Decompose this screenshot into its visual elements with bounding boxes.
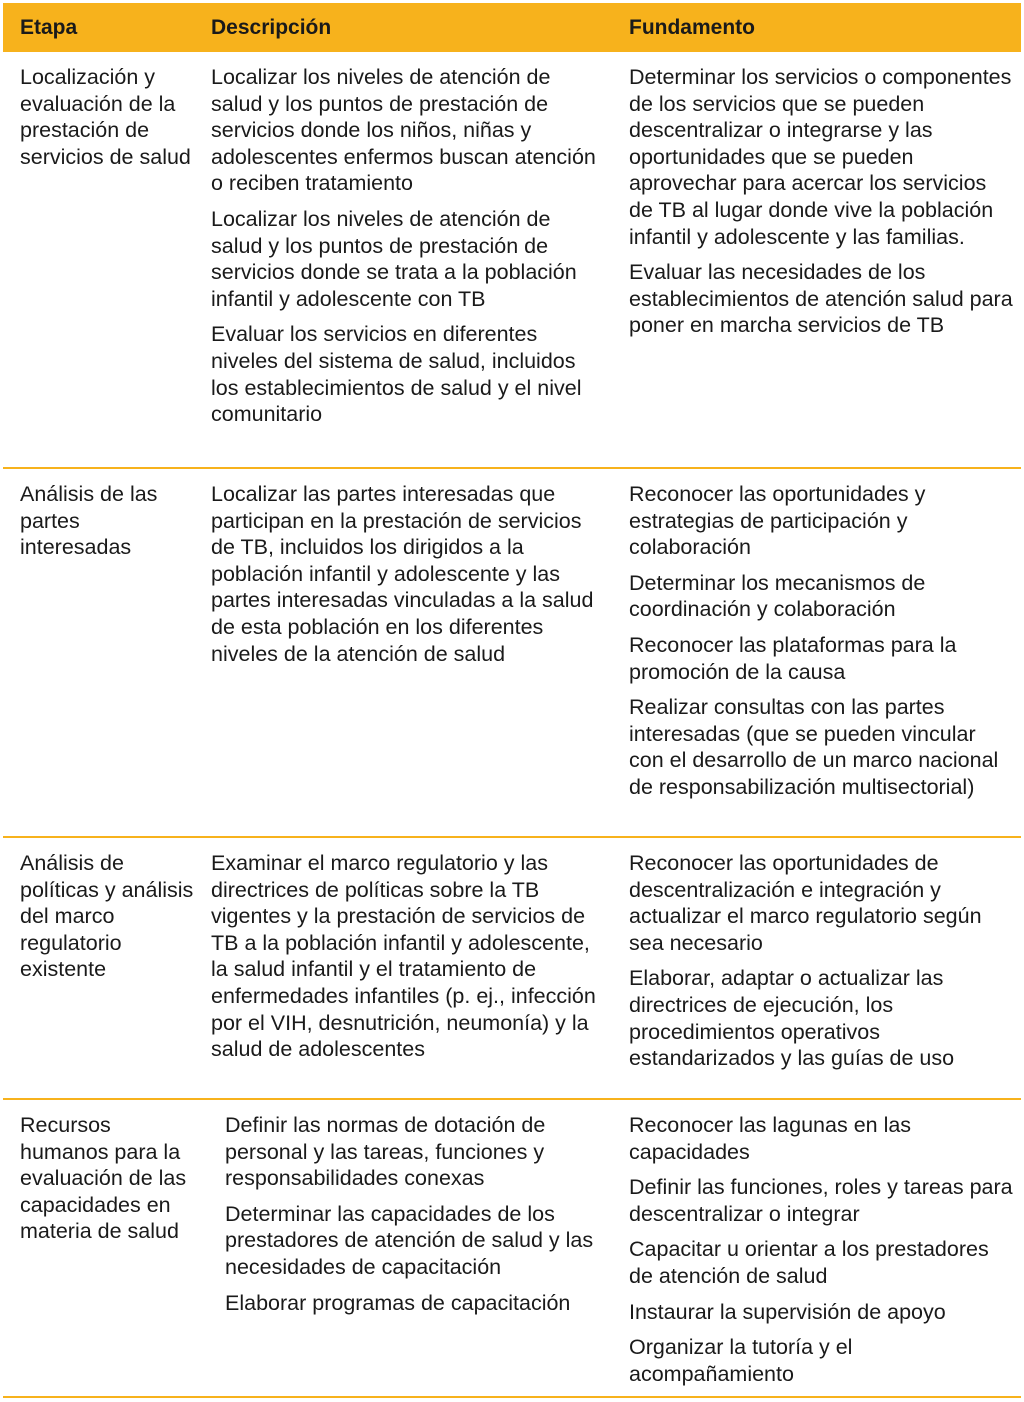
fundamento-cell bbox=[612, 1100, 1021, 1396]
descripcion-item: Determinar las capacidades de los prestadores de atención de salud y las necesidades de capacitación bbox=[225, 1201, 594, 1279]
table-row bbox=[3, 52, 1021, 469]
fundamento-item: Reconocer las lagunas en las capacidades bbox=[629, 1113, 912, 1164]
fundamento-item: Determinar los servicios o componentes de los servicios que se pueden descentralizar o integrarse y las oportunidades que se pueden aprovechar para acercar los servicios de TB al lugar donde vive la población infantil y adolescente y las familias. bbox=[629, 65, 1012, 249]
fundamento-item: Reconocer las oportunidades de descentralización e integración y actualizar el marco regulatorio según sea necesario bbox=[629, 851, 982, 955]
etapa-cell: Localización y evaluación de la prestación de servicios de salud bbox=[20, 65, 191, 169]
etapa-cell: Recursos humanos para la evaluación de las capacidades en materia de salud bbox=[20, 1113, 187, 1244]
fundamento-item: Reconocer las oportunidades y estrategias de participación y colaboración bbox=[629, 482, 926, 560]
descripcion-item: Definir las normas de dotación de personal y las tareas, funciones y responsabilidades conexas bbox=[225, 1113, 546, 1191]
descripcion-item: Elaborar programas de capacitación bbox=[225, 1290, 571, 1315]
table-row bbox=[3, 469, 1021, 838]
stages-table bbox=[3, 3, 1021, 1398]
fundamento-cell bbox=[612, 52, 1021, 467]
fundamento-cell bbox=[612, 838, 1021, 1098]
table-row bbox=[3, 838, 1021, 1100]
fundamento-item: Organizar la tutoría y el acompañamiento bbox=[629, 1335, 853, 1386]
descripcion-cell bbox=[194, 469, 612, 836]
fundamento-item: Determinar los mecanismos de coordinación y colaboración bbox=[629, 570, 926, 622]
etapa-cell: Análisis de las partes interesadas bbox=[20, 482, 158, 560]
fundamento-item: Reconocer las plataformas para la promoción de la causa bbox=[629, 632, 957, 684]
etapa-cell: Análisis de políticas y análisis del marco regulatorio existente bbox=[20, 851, 194, 982]
table-row bbox=[3, 1100, 1021, 1398]
descripcion-cell bbox=[194, 1100, 612, 1396]
fundamento-item: Evaluar las necesidades de los establecimientos de atención salud para poner en marcha servicios de TB bbox=[629, 260, 1013, 338]
fundamento-item: Definir las funciones, roles y tareas para descentralizar o integrar bbox=[629, 1175, 1013, 1226]
fundamento-item: Instaurar la supervisión de apoyo bbox=[629, 1299, 946, 1324]
descripcion-item: Localizar los niveles de atención de salud y los puntos de prestación de servicios donde se trata a la población infantil y adolescente con TB bbox=[211, 206, 577, 311]
descripcion-item: Localizar las partes interesadas que participan en la prestación de servicios de TB, incluidos los dirigidos a la población infantil y adolescente y las partes interesadas vinculadas a la salud de esta población en los diferentes niveles de la atención de salud bbox=[211, 482, 594, 666]
descripcion-cell bbox=[194, 52, 612, 467]
header-fundamento: Fundamento bbox=[629, 15, 755, 39]
descripcion-item: Evaluar los servicios en diferentes niveles del sistema de salud, incluidos los establecimientos de salud y el nivel comunitario bbox=[211, 322, 582, 427]
fundamento-item: Capacitar u orientar a los prestadores de atención de salud bbox=[629, 1237, 989, 1288]
fundamento-item: Realizar consultas con las partes interesadas (que se pueden vincular con el desarrollo de un marco nacional de responsabilización multisectorial) bbox=[629, 695, 999, 799]
header-descripcion: Descripción bbox=[211, 15, 332, 39]
fundamento-item: Elaborar, adaptar o actualizar las directrices de ejecución, los procedimientos operativos estandarizados y las guías de uso bbox=[629, 966, 955, 1071]
descripcion-cell bbox=[194, 838, 612, 1098]
fundamento-cell bbox=[612, 469, 1021, 836]
descripcion-item: Examinar el marco regulatorio y las directrices de políticas sobre la TB vigentes y la prestación de servicios de TB a la población infantil y adolescente, la salud infantil y el tratamiento de enfermedades infantiles (p. ej., infección por el VIH, desnutrición, neumonía) y la salud de adolescentes bbox=[211, 851, 596, 1062]
descripcion-item: Localizar los niveles de atención de salud y los puntos de prestación de servicios donde los niños, niñas y adolescentes enfermos buscan atención o reciben tratamiento bbox=[211, 65, 596, 196]
table-header bbox=[3, 3, 1021, 52]
header-etapa: Etapa bbox=[20, 15, 78, 39]
